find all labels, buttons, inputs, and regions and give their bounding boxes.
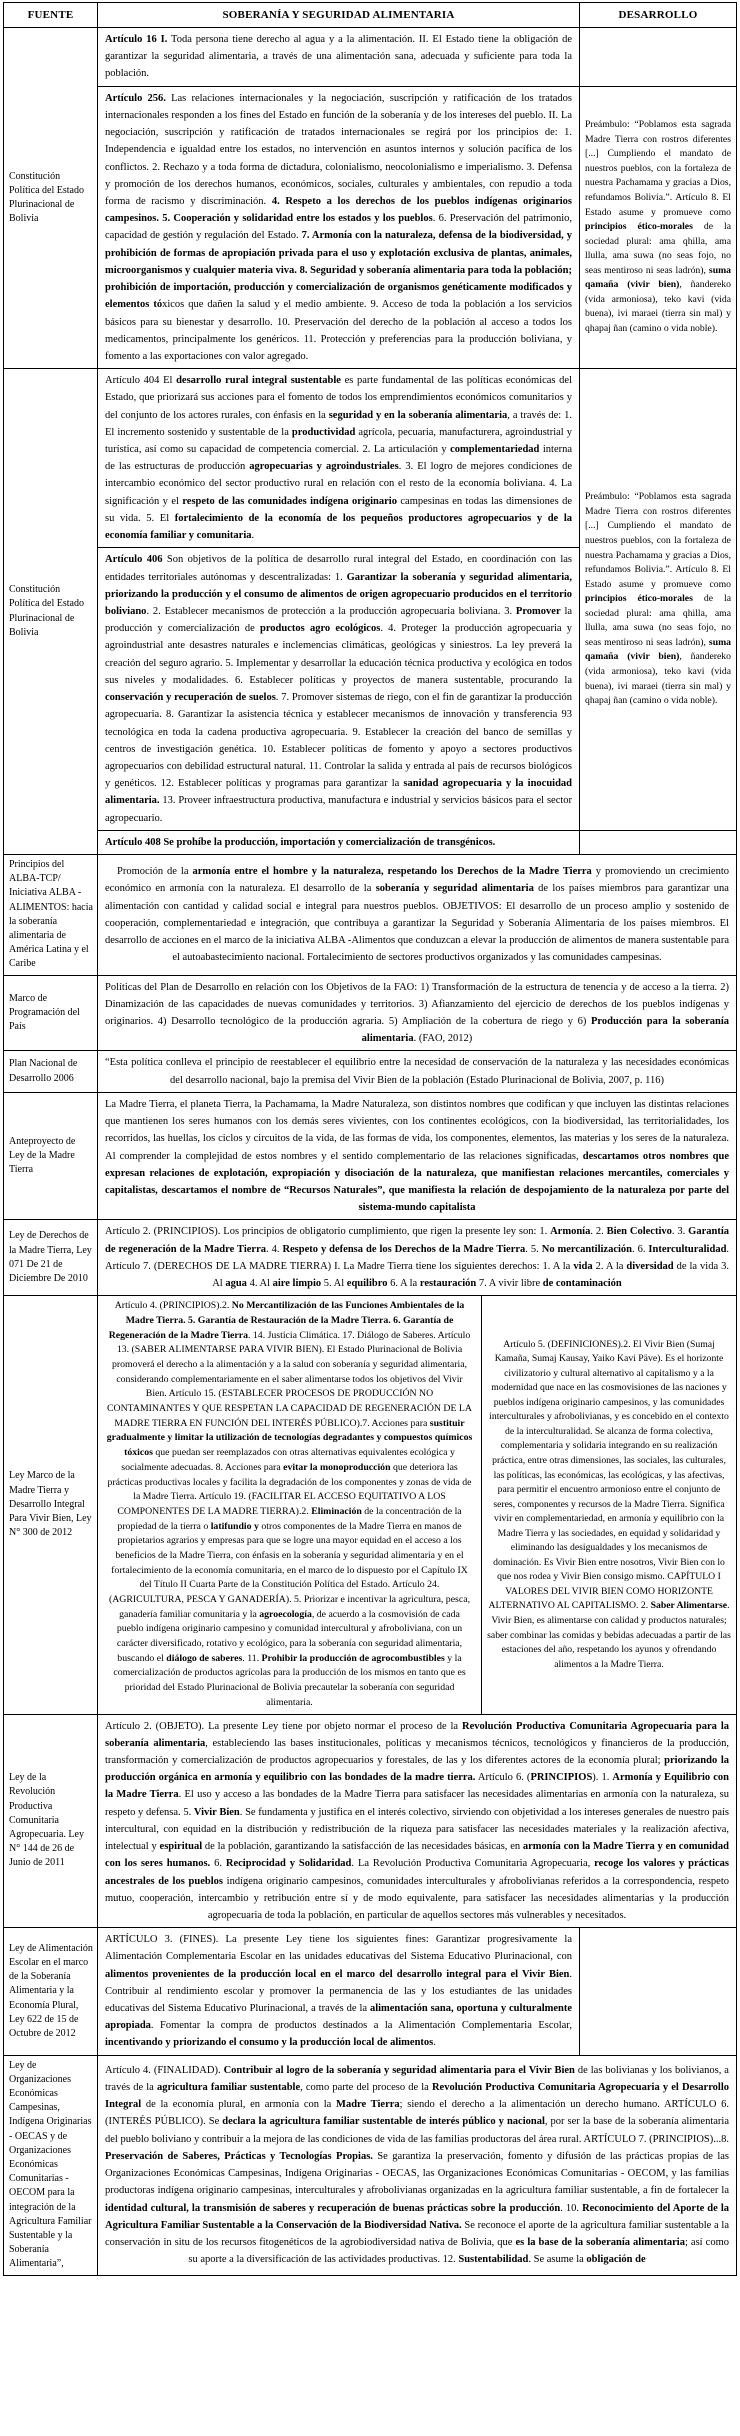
cell-articulo-406: Artículo 406 Son objetivos de la política de desarrollo rural integral del Estado, en coordinación con las entidades territoriales autónomas y descentralizadas: 1. Garantizar la soberanía y seguridad alimentaria, priorizando la producción y el consumo de alimentos de origen agropecuario producidos en el territorio boliviano. 2. Establecer mecanismos de protección a la producción agropecuaria boliviana. 3. Promover la producción y comercialización de productos agro ecológicos. 4. Proteger la producción agropecuaria y agroindustrial ante desastres naturales e inclemencias climáticas, geológicas y siniestros. La ley preverá la creación del seguro agrario. 5. Implementar y desarrollar la educación técnica productiva y ecológica en todos sus niveles y modalidades. 6. Establecer políticas y proyectos de manera sustentable, procurando la conservación y recuperación de suelos. 7. Promover sistemas de riego, con el fin de garantizar la producción agropecuaria. 8. Garantizar la asistencia técnica y establecer mecanismos de innovación y transferencia 93 tecnológica en toda la cadena productiva agropecuaria. 9. Establecer la creación del banco de semillas y centros de investigación genética. 10. Establecer políticas de fomento y apoyo a sectores productivos agropecuarios con debilidad estructural natural. 11. Controlar la salida y entrada al país de recursos biológicos y genéticos. 12. Establecer políticas y programas para garantizar la sanidad agropecuaria y la inocuidad alimentaria. 13. Proveer infraestructura productiva, manufactura e industrial y servicios básicos para el sector agropecuario. [98,548,580,831]
source-cell-marco: Marco de Programación del País [4,975,98,1051]
cell-alba: Promoción de la armonía entre el hombre y la naturaleza, respetando los Derechos de la Madre Tierra y promoviendo un crecimiento económico en armonía con la naturaleza. El desarrollo de la soberanía y seguridad alimentaria de los países miembros para garantizar una alimentación con cantidad y calidad social e integral para nuestros pueblos. OBJETIVOS: El desarrollo de un proceso amplio y sostenido de cooperación, complementariedad e integración, que contribuya a garantizar la Seguridad y Soberanía Alimentaria de los países miembros. El desarrollo de acciones en el marco de la iniciativa ALBA -Alimentos que conduzcan a elevar la producción de alimentos de manera sustentable para el autoabastecimiento nacional. Fortalecimiento de sectores productivos organizados y las comunidades campesinas. [98,855,737,976]
row-ley-144 [4,1714,737,1928]
cell-ley-300-soberania: Artículo 4. (PRINCIPIOS).2. No Mercantilización de las Funciones Ambientales de la Madre Tierra. 5. Garantía de Restauración de la Madre Tierra. 6. Garantía de Regeneración de la Madre Tierra. 14. Justicia Climática. 17. Diálogo de Saberes. Artículo 13. (SABER ALIMENTARSE PARA VIVIR BIEN). El Estado Plurinacional de Bolivia promoverá el derecho a la alimentación y a la salud con soberanía y seguridad alimentaria, considerando complementariamente en el saber alimentarse todos los objetivos del Vivir Bien. Artículo 15. (ESTABLECER PROCESOS DE PRODUCCIÓN NO CONTAMINANTES Y QUE RESPETAN LA CAPACIDAD DE REGENERACIÓN DE LA MADRE TIERRA EN FUNCIÓN DEL INTERÉS PÚBLICO).7. Acciones para sustituir gradualmente y limitar la utilización de tecnologías degradantes y compuestos químicos tóxicos que puedan ser reemplazados con otras alternativas equivalentes ecológica y socialmente adecuadas. 8. Acciones para evitar la monoproducción que deteriora las prácticas productivas locales y facilita la degradación de los componentes y zonas de vida de la Madre Tierra. Artículo 19. (FACILITAR EL ACCESO EQUITATIVO A LOS COMPONENTES DE LA MADRE TIERRA).2. Eliminación de la concentración de la propiedad de la tierra o latifundio y otros componentes de la Madre Tierra en manos de propietarios agrarios y empresas para que se logre una mayor equidad en el acceso a los beneficios de la Madre Tierra, con énfasis en la soberanía y seguridad alimentaria y en el fortalecimiento de la economía comunitaria, en el marco de lo dispuesto por el Capítulo IX del Título II Cuarta Parte de la Constitución Política del Estado. Artículo 24. (AGRICULTURA, PESCA Y GANADERÍA). 5. Priorizar e incentivar la agricultura, pesca, ganadería familiar comunitaria y la agroecología, de acuerdo a la cosmovisión de cada pueblo indígena originario campesino y comunidad intercultural y afroboliviana, con un carácter diversificado, rotativo y ecológico, para la soberanía con seguridad alimentaria, buscando el diálogo de saberes. 11. Prohibir la producción de agrocombustibles y la comercialización de productos agrícolas para la producción de los mismos en tanto que es prioridad del Estado Plurinacional de Bolivia precautelar la soberanía con seguridad alimentaria. [98,1296,482,1714]
source-cell-oecas: Ley de Organizaciones Económicas Campesinas, Indígena Originarias - OECAS y de Organizaciones Económicas Comunitarias - OECOM para la integración de la Agricultura Familiar Sustentable y la Soberanía Alimentaria”, [4,2055,98,2275]
cell-preambulo-2: Preámbulo: “Poblamos esta sagrada Madre Tierra con rostros diferentes [...] Cumpliendo el mandato de nuestros pueblos, con la fortaleza de nuestra Pachamama y gracias a Dios, refundamos Bolivia.”. Artículo 8. El Estado asume y promueve como principios ético-morales de la sociedad plural: ama qhilla, ama llulla, ama suwa (no seas fojo, no seas mentiroso ni seas ladrón), suma qamaña (vivir bien), ñandereko (vida armoniosa), teko kavi (vida buena), ivi maraei (tierra sin mal) y qhapaj ñan (camino o vida noble). [580,369,737,831]
header-desarrollo: DESARROLLO [580,3,737,28]
row-marco-programacion [4,975,737,1051]
cell-ley-071: Artículo 2. (PRINCIPIOS). Los principios de obligatorio cumplimiento, que rigen la presente ley son: 1. Armonía. 2. Bien Colectivo. 3. Garantía de regeneración de la Madre Tierra. 4. Respeto y defensa de los Derechos de la Madre Tierra. 5. No mercantilización. 6. Interculturalidad. Artículo 7. (DERECHOS DE LA MADRE TIERRA) I. La Madre Tierra tiene los siguientes derechos: 1. A la vida 2. A la diversidad de la vida 3. Al agua 4. Al aire limpio 5. Al equilibro 6. A la restauración 7. A vivir libre de contaminación [98,1220,737,1296]
cell-preambulo-1: Preámbulo: “Poblamos esta sagrada Madre Tierra con rostros diferentes [...] Cumpliendo el mandato de nuestros pueblos, con la fortaleza de nuestra Pachamama y gracias a Dios, refundamos Bolivia.”. Artículo 8. El Estado asume y promueve como principios ético-morales de la sociedad plural: ama qhilla, ama llulla, ama suwa (no seas fojo, no seas mentiroso ni seas ladrón), suma qamaña (vivir bien), ñandereko (vida armoniosa), teko kavi (vida buena), ivi maraei (tierra sin mal) y qhapaj ñan (camino o vida noble). [580,86,737,369]
source-cell-anteproyecto: Anteproyecto de Ley de la Madre Tierra [4,1092,98,1220]
source-cell-plan: Plan Nacional de Desarrollo 2006 [4,1051,98,1092]
cell-oecas: Artículo 4. (FINALIDAD). Contribuir al logro de la soberanía y seguridad alimentaria para el Vivir Bien de las bolivianas y los bolivianos, a través de la agricultura familiar sustentable, como parte del proceso de la Revolución Productiva Comunitaria Agropecuaria y el Desarrollo Integral de la economía plural, en armonía con la Madre Tierra; siendo el derecho a la alimentación un derecho humano. ARTÍCULO 6. (INTERÉS PÚBLICO). Se declara la agricultura familiar sustentable de interés público y nacional, por ser la base de la soberanía alimentaria del pueblo boliviano y contribuir a la mejora de las condiciones de vida de las familias productoras del área rural. ARTÍCULO 7. (PRINCIPIOS)...8. Preservación de Saberes, Prácticas y Tecnologías Propias. Se garantiza la preservación, fomento y difusión de las prácticas propias de las Organizaciones Económicas Campesinas, Indígena Originarias - OECAS, las Organizaciones Económicas Comunitarias - OECOM, y las familias productoras indígena originario campesinas, interculturales y afrobolivianas organizadas en la agricultura familiar sustentable, a fin de fortalecer la identidad cultural, la transmisión de saberes y recuperación de buenas prácticas sobre la producción. 10. Reconocimiento del Aporte de la Agricultura Familiar Sustentable a la Conservación de la Biodiversidad Nativa. Se reconoce el aporte de la agricultura familiar sustentable a la conservación in situ de los recursos fitogenéticos de la agrobiodiversidad nativa de Bolivia, que es la base de la soberanía alimentaria; así como su aporte a la diversificación de las actividades productivas. 12. Sustentabilidad. Se asume la obligación de [98,2055,737,2275]
cell-articulo-408: Artículo 408 Se prohíbe la producción, importación y comercialización de transgénicos. [98,830,580,854]
row-ley-300 [4,1296,737,1714]
source-cell-ley-300: Ley Marco de la Madre Tierra y Desarrollo Integral Para Vivir Bien, Ley N° 300 de 2012 [4,1296,98,1714]
cell-articulo-16: Artículo 16 I. Toda persona tiene derecho al agua y a la alimentación. II. El Estado tiene la obligación de garantizar la seguridad alimentaria, a través de una alimentación sana, adecuada y suficiente para toda la población. [98,28,580,87]
cell-marco: Políticas del Plan de Desarrollo en relación con los Objetivos de la FAO: 1) Transformación de la estructura de tenencia y de acceso a la tierra. 2) Dinamización de las capacidades de nuevas comunidades y territorios. 3) Afianzamiento del ejercicio de derechos de los pueblos indígenas y originarios. 4) Desarrollo tecnológico de la producción agraria. 5) Ampliación de la cobertura de riego y 6) Producción para la soberanía alimentaria. (FAO, 2012) [98,975,737,1051]
row-alba [4,855,737,976]
header-soberania: SOBERANÍA Y SEGURIDAD ALIMENTARIA [98,3,580,28]
row-articulo-256 [4,86,737,369]
table-header-row [4,3,737,28]
source-cell-ley-622: Ley de Alimentación Escolar en el marco de la Soberanía Alimentaria y la Economía Plural, Ley 622 de 15 de Octubre de 2012 [4,1928,98,2056]
row-oecas [4,2055,737,2275]
source-cell-ley-071: Ley de Derechos de la Madre Tierra, Ley 071 De 21 de Diciembre De 2010 [4,1220,98,1296]
row-ley-622 [4,1928,737,2056]
header-fuente: FUENTE [4,3,98,28]
source-cell-constitucion-2: Constitución Política del Estado Plurinacional de Bolivia [4,369,98,855]
cell-articulo-256: Artículo 256. Las relaciones internacionales y la negociación, suscripción y ratificación de los tratados internacionales responden a los fines del Estado en función de la soberanía y de los intereses del pueblo. II. La negociación, suscripción y ratificación de tratados internacionales se regirá por los principios de: 1. Independencia e igualdad entre los estados, no intervención en asuntos internos y solución pacífica de los conflictos. 2. Rechazo y a toda forma de dictadura, colonialismo, neocolonialismo e imperialismo. 3. Defensa y promoción de los derechos humanos, económicos, sociales, culturales y ambientales, con repudio a toda forma de racismo y discriminación. 4. Respeto a los derechos de los pueblos indígenas originarios campesinos. 5. Cooperación y solidaridad entre los estados y los pueblos. 6. Preservación del patrimonio, capacidad de gestión y regulación del Estado. 7. Armonía con la naturaleza, defensa de la biodiversidad, y prohibición de formas de apropiación privada para el uso y explotación exclusiva de plantas, animales, microorganismos y cualquier materia viva. 8. Seguridad y soberanía alimentaria para toda la población; prohibición de importación, producción y comercialización de organismos genéticamente modificados y elementos tóxicos que dañen la salud y el medio ambiente. 9. Acceso de toda la población a los servicios básicos para su bienestar y desarrollo. 10. Preservación del derecho de la población al acceso a todos los medicamentos, principalmente los genéricos. 11. Protección y preferencias para la producción boliviana, y fomento a las exportaciones con valor agregado. [98,86,580,369]
cell-articulo-404: Artículo 404 El desarrollo rural integral sustentable es parte fundamental de las políticas económicas del Estado, que priorizará sus acciones para el fomento de todos los emprendimientos económicos comunitarios y del conjunto de los actores rurales, con énfasis en la seguridad y en la soberanía alimentaria, a través de: 1. El incremento sostenido y sustentable de la productividad agrícola, pecuaria, manufacturera, agroindustrial y turística, así como su capacidad de competencia comercial. 2. La articulación y complementariedad interna de las estructuras de producción agropecuarias y agroindustriales. 3. El logro de mejores condiciones de intercambio económico del sector productivo rural en relación con el resto de la economía boliviana. 4. La significación y el respeto de las comunidades indígena originario campesinas en todas las dimensiones de su vida. 5. El fortalecimiento de la economía de los pequeños productores agropecuarios y de la economía familiar y comunitaria. [98,369,580,548]
source-cell-alba: Principios del ALBA-TCP/ Iniciativa ALBA - ALIMENTOS: hacia la soberanía alimentaria de América Latina y el Caribe [4,855,98,976]
cell-desarrollo-empty-2 [580,830,737,854]
normativa-table [3,2,737,2276]
row-plan-nacional [4,1051,737,1092]
source-cell-constitucion-1: Constitución Política del Estado Plurinacional de Bolivia [4,28,98,369]
row-articulo-16 [4,28,737,87]
row-anteproyecto [4,1092,737,1220]
row-articulo-408 [4,830,737,854]
source-cell-ley-144: Ley de la Revolución Productiva Comunitaria Agropecuaria. Ley N° 144 de 26 de Junio de 2011 [4,1714,98,1928]
cell-desarrollo-empty-1 [580,28,737,87]
cell-ley-300-desarrollo: Artículo 5. (DEFINICIONES).2. El Vivir Bien (Sumaj Kamaña, Sumaj Kausay, Yaiko Kavi Päve). Es el horizonte civilizatorio y cultural alternativo al capitalismo y a la modernidad que nace en las cosmovisiones de las naciones y pueblos indígena originario campesinos, y las comunidades interculturales y afrobolivianas, y es concebido en el contexto de la interculturalidad. Se alcanza de forma colectiva, complementaria y solidaria integrando en su realización práctica, entre otras dimensiones, las sociales, las culturales, las políticas, las económicas, las ecológicas, y las afectivas, para permitir el encuentro armonioso entre el conjunto de seres, componentes y recursos de la Madre Tierra. Significa vivir en complementariedad, en armonía y equilibrio con la Madre Tierra y las sociedades, en equidad y solidaridad y eliminando las desigualdades y los mecanismos de dominación. Es Vivir Bien entre nosotros, Vivir Bien con lo que nos rodea y Vivir Bien consigo mismo. CAPÍTULO I VALORES DEL VIVIR BIEN COMO HORIZONTE ALTERNATIVO AL CAPITALISMO. 2. Saber Alimentarse. Vivir Bien, es alimentarse con calidad y productos naturales; saber combinar las comidas y bebidas adecuadas a partir de las estaciones del año, respetando los ayunos y ofrendando alimentos a la Madre Tierra. [482,1296,737,1714]
row-ley-071 [4,1220,737,1296]
cell-ley-144: Artículo 2. (OBJETO). La presente Ley tiene por objeto normar el proceso de la Revolución Productiva Comunitaria Agropecuaria para la soberanía alimentaria, estableciendo las bases institucionales, políticas y mecanismos técnicos, tecnológicos y financieros de la producción, transformación y comercialización de productos agropecuarios y forestales, de las y los diferentes actores de la economía plural; priorizando la producción orgánica en armonía y equilibrio con las bondades de la madre tierra. Artículo 6. (PRINCIPIOS). 1. Armonía y Equilibrio con la Madre Tierra. El uso y acceso a las bondades de la Madre Tierra para satisfacer las necesidades alimentarias en armonía con la naturaleza, su respeto y defensa. 5. Vivir Bien. Se fundamenta y justifica en el interés colectivo, sirviendo con objetividad a los intereses generales de nuestro país intercultural, con equidad en la distribución y redistribución de la riqueza para satisfacer las necesidades materiales y la realización afectiva, intelectual y espiritual de la población, garantizando la satisfacción de las necesidades básicas, en armonía con la Madre Tierra y en comunidad con los seres humanos. 6. Reciprocidad y Solidaridad. La Revolución Productiva Comunitaria Agropecuaria, recoge los valores y prácticas ancestrales de los pueblos indígena originario campesinos, comunidades interculturales y afrobolivianas referidos a la correspondencia, respeto mutuo, cooperación, intercambio y retribución entre sí y de modo equivalente, para satisfacer las necesidades alimentarias y la producción agropecuaria de toda la población, en particular de aquellos sectores más vulnerables y necesitados. [98,1714,737,1928]
cell-desarrollo-empty-3 [580,1928,737,2056]
row-articulo-404 [4,369,737,548]
cell-plan: “Esta política conlleva el principio de reestablecer el equilibrio entre la necesidad de conservación de la naturaleza y las necesidades económicas del desarrollo nacional, bajo la premisa del Vivir Bien de la población (Estado Plurinacional de Bolivia, 2007, p. 116) [98,1051,737,1092]
cell-anteproyecto: La Madre Tierra, el planeta Tierra, la Pachamama, la Madre Naturaleza, son distintos nombres que codifican y que incluyen las distintas relaciones que mantienen los seres humanos con los demás seres vivientes, con los continentes ecológicos, con la biodiversidad, las territorialidades, los recorridos, las huellas, los ciclos y circuitos de la vida, de las formas de vida, los componentes, elementos, las materias y los seres de la naturaleza. Al comprender la complejidad de estos nombres y el sentido complementario de las relaciones significadas, descartamos otros nombres que expresan relaciones de explotación, expropiación y disociación de la naturaleza, que manifiestan relaciones mercantiles, comerciales y capitalistas, descartamos el nombre de “Recursos Naturales”, que manifiesta la relación de despojamiento de la naturaleza por parte del sistema-mundo capitalista [98,1092,737,1220]
cell-ley-622: ARTÍCULO 3. (FINES). La presente Ley tiene los siguientes fines: Garantizar progresivamente la Alimentación Complementaria Escolar en las unidades educativas del Sistema Educativo Plurinacional, con alimentos provenientes de la producción local en el marco del desarrollo integral para el Vivir Bien. Contribuir al rendimiento escolar y promover la permanencia de las y los estudiantes de las unidades educativas del Sistema Educativo Plurinacional, a través de la alimentación sana, oportuna y culturalmente apropiada. Fomentar la compra de productos destinados a la Alimentación Complementaria Escolar, incentivando y priorizando el consumo y la producción local de alimentos. [98,1928,580,2056]
